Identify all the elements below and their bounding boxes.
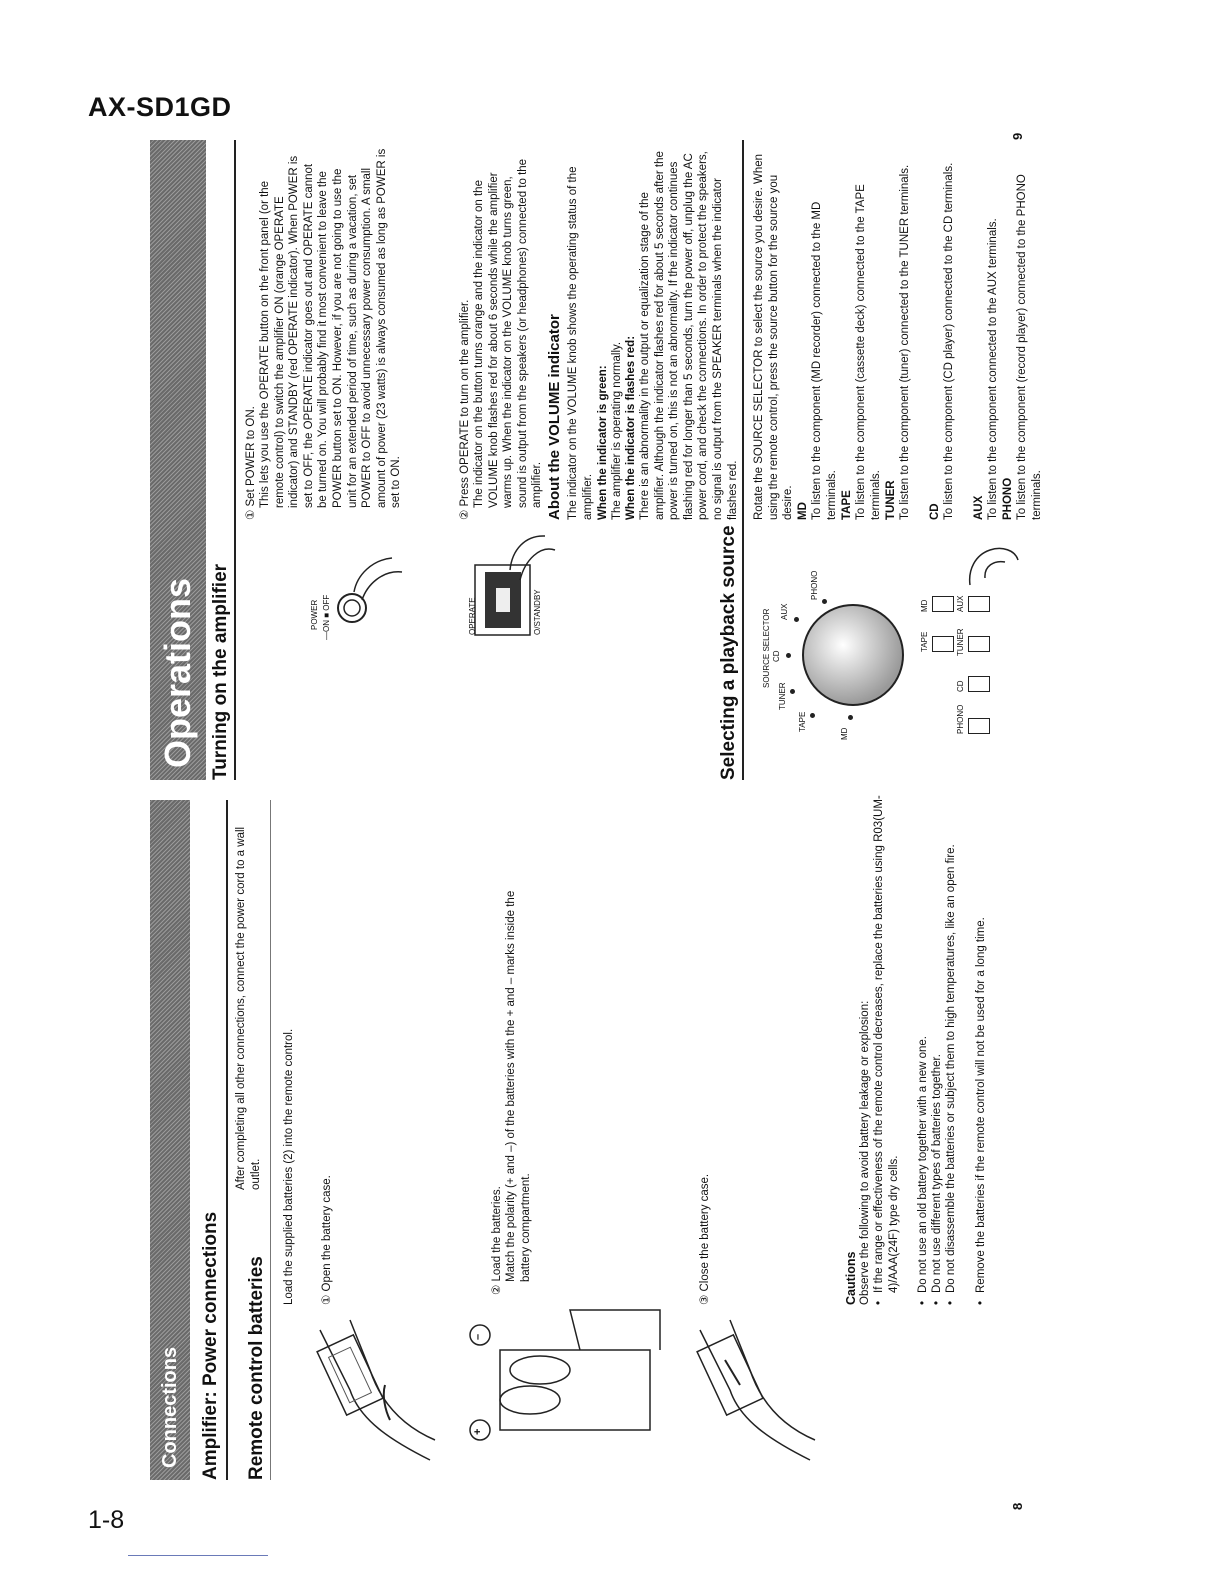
caution-item: • Do not use an old battery together with a new one. (916, 793, 931, 1305)
knob-dot (848, 715, 853, 720)
knob-dot (810, 713, 815, 718)
volume-indicator-intro: The indicator on the VOLUME knob shows the operating status of the amplifier. (567, 166, 594, 520)
connections-banner: Connections (150, 800, 190, 1480)
connections-page (150, 790, 1030, 1510)
source-item-name: MD (797, 502, 809, 520)
knob-label-cd: CD (772, 650, 781, 662)
remote-step2-text: Match the polarity (+ and –) of the batteries with the + and – marks inside the battery compartment. (505, 890, 532, 1282)
operations-banner: Operations (150, 140, 206, 780)
battery-plus-label: + (472, 1428, 484, 1435)
cautions-title: Cautions (844, 1251, 858, 1305)
power-button-label: POWER (310, 599, 319, 630)
cautions-intro: Observe the following to avoid battery leakage or explosion: (859, 1000, 871, 1305)
caution-item: • Remove the batteries if the remote control will not be used for a long time. (974, 793, 989, 1305)
source-item-text: To listen to the component (MD recorder) connected to the MD terminals. (811, 201, 838, 520)
load-batteries-illustration (460, 1300, 670, 1460)
caution-item: • Do not use different types of batteries together. (930, 793, 945, 1305)
rotated-manual-spread (150, 132, 1043, 1510)
power-button-illustration (332, 550, 412, 630)
remote-button-aux (968, 596, 990, 612)
remote-label-cd: CD (956, 680, 965, 692)
turning-on-step1-title: ① Set POWER to ON. (245, 406, 257, 520)
turning-on-title: Turning on the amplifier (210, 563, 231, 780)
close-battery-case-illustration (670, 1310, 820, 1480)
remote-label-tape: TAPE (920, 631, 929, 652)
power-connections-rule (226, 800, 228, 1480)
remote-button-tape (932, 636, 954, 652)
volume-green-text: The amplifier is operating normally. (611, 341, 623, 520)
playback-source-rule (742, 140, 744, 780)
remote-step2-title: ② Load the batteries. (491, 1186, 503, 1295)
remote-batteries-intro: Load the supplied batteries (2) into the remote control. (283, 1028, 295, 1305)
left-page-number: 8 (1010, 1502, 1025, 1510)
source-item-text: To listen to the component connected to the AUX terminals. (987, 218, 999, 520)
power-connections-title: Amplifier: Power connections (200, 1211, 221, 1480)
volume-indicator-title: About the VOLUME indicator (546, 314, 563, 520)
source-item-name: CD (929, 503, 941, 520)
remote-label-md: MD (920, 599, 929, 612)
turning-on-step2-text: The indicator on the button turns orange and the indicator on the VOLUME knob flashes red for about 6 seconds while the amplifier warms up. When the indicator on the VOLUME knob turns green, sound is output from the speakers (or headphones) connected to the amplifier. (473, 158, 544, 508)
page-reference-underline (128, 1555, 268, 1556)
battery-minus-label: – (472, 1333, 484, 1340)
pressing-finger-illustration (960, 530, 1020, 590)
source-item-text: To listen to the component (CD player) connected to the CD terminals. (943, 162, 955, 520)
turning-on-rule (234, 140, 236, 780)
caution-item: • If the range or effectiveness of the remote control decreases, replace the batteries using R03(UM-4)/AAA(24F) type dry cells. (872, 793, 901, 1305)
source-item-name: AUX (973, 495, 985, 520)
remote-button-phono (968, 718, 990, 734)
volume-red-title: When the indicator is flashes red: (625, 335, 637, 520)
model-name: AX-SD1GD (88, 92, 232, 122)
power-connections-text: After completing all other connections, connect the power cord to a wall outlet. (235, 826, 262, 1190)
source-item-text: To listen to the component (record player) connected to the PHONO terminals. (1016, 174, 1043, 520)
source-selector-label: SOURCE SELECTOR (762, 608, 771, 688)
standby-label: O/STANDBY (533, 589, 542, 635)
operations-page (150, 132, 1043, 780)
knob-label-md: MD (840, 727, 849, 740)
operate-button-illustration (450, 530, 560, 640)
remote-batteries-title: Remote control batteries (246, 1256, 267, 1480)
remote-step1: ① Open the battery case. (321, 1175, 333, 1305)
operate-label: OPERATE (468, 597, 477, 635)
turning-on-step1-text: This lets you use the OPERATE button on the front panel (or the remote control) to switch the amplifier ON (orange OPERATE indicator) and STANDBY (red OPERATE indicator). When POWER is set to OFF, the OPERATE indicator goes out and OPERATE cannot be turned on. You will probably find it most convenient to leave the POWER button set to ON. However, if you are not going to use the unit for an extended period of time, such as during a vacation, set POWER to OFF to avoid unnecessary power consumption. A small amount of power (23 watts) is always consumed as long as POWER is set to ON. (259, 148, 403, 508)
source-item-name: PHONO (1002, 477, 1014, 520)
remote-button-tuner (968, 636, 990, 652)
remote-label-tuner: TUNER (956, 628, 965, 656)
source-item-name: TUNER (885, 480, 897, 520)
remote-button-md (932, 596, 954, 612)
turning-on-step2-title: ② Press OPERATE to turn on the amplifier. (459, 299, 471, 520)
remote-label-phono: PHONO (956, 704, 965, 734)
open-battery-case-illustration (290, 1310, 440, 1480)
knob-dot (786, 653, 791, 658)
power-switch-label: —ON ■ OFF (322, 594, 331, 640)
volume-red-text: There is an abnormality in the output or equalization stage of the amplifier. Although the indicator flashes red for about 5 seconds after the power is turned on, this is not an abnormality. If the indicator continues flashing red for longer than 5 seconds, turn the power off, unplug the AC power cord, and check the connections. In order to protect the speakers, no signal is output from the SPEAKER terminals when the indicator flashes red. (639, 151, 739, 520)
knob-label-aux: AUX (780, 603, 789, 620)
source-item-text: To listen to the component (tuner) connected to the TUNER terminals. (899, 164, 911, 520)
source-item-text: To listen to the component (cassette deck) connected to the TAPE terminals. (855, 184, 882, 520)
remote-step3: ③ Close the battery case. (699, 1173, 711, 1305)
volume-green-title: When the indicator is green: (597, 365, 609, 520)
right-page-number: 9 (1010, 132, 1025, 140)
playback-source-title: Selecting a playback source (718, 525, 739, 780)
remote-button-cd (968, 676, 990, 692)
source-item-name: TAPE (841, 490, 853, 520)
caution-item: • Do not disassemble the batteries or subject them to high temperatures, like an open fire. (944, 793, 959, 1305)
knob-dot (790, 689, 795, 694)
playback-source-intro: Rotate the SOURCE SELECTOR to select the source you desire. When using the remote control, press the source button for the source you desire. (753, 153, 795, 520)
page-reference: 1-8 (88, 1506, 125, 1534)
remote-label-aux: AUX (956, 595, 965, 612)
knob-label-tuner: TUNER (778, 682, 787, 710)
source-selector-knob (798, 600, 908, 710)
remote-batteries-rule (270, 800, 271, 1480)
knob-label-tape: TAPE (798, 711, 807, 732)
knob-label-phono: PHONO (810, 570, 819, 600)
